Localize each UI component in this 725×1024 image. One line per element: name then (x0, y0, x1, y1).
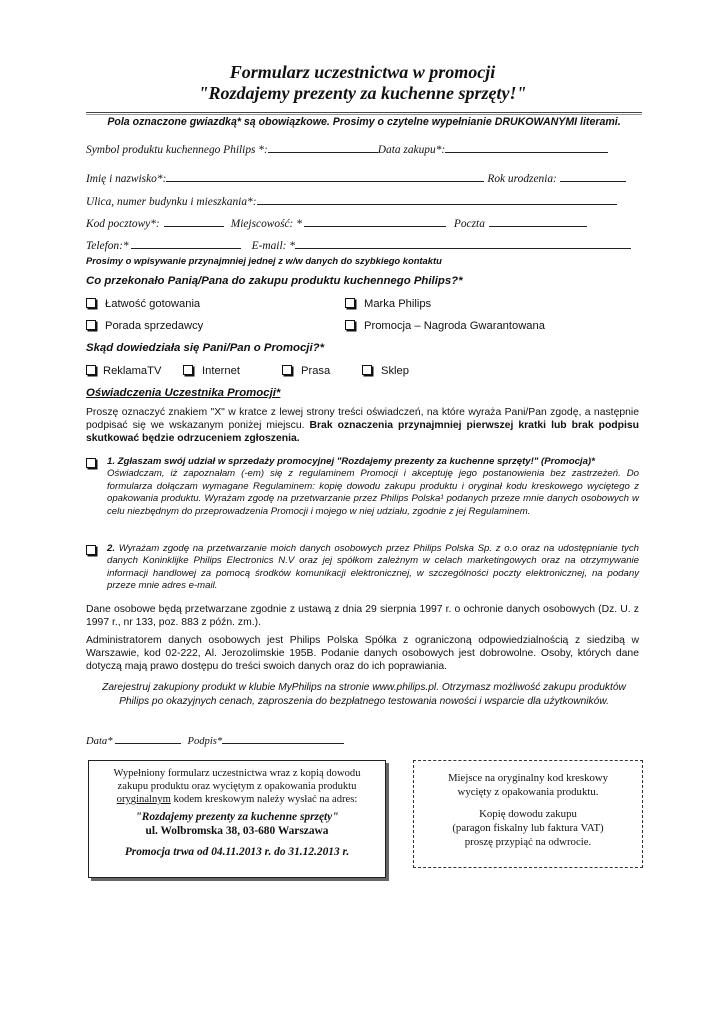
purchase-date-label: Data zakupu*: (377, 144, 446, 156)
question-promo-source: Skąd dowiedziała się Pani/Pan o Promocji?* (86, 342, 325, 354)
divider (86, 114, 642, 115)
declarations-warning: Brak oznaczenia przynajmniej pierwszej kratki lub brak podpisu skutkować będzie odrzuceniem zgłoszenia. (86, 420, 640, 444)
option-press[interactable]: Prasa (282, 365, 330, 377)
email-field[interactable] (295, 239, 631, 249)
phone-label: Telefon:* (86, 240, 129, 252)
option-philips-brand[interactable]: Marka Philips (345, 298, 431, 310)
post-field[interactable] (489, 217, 587, 227)
declaration-1-title: 1. Zgłaszam swój udział w sprzedaży promocyjnej "Rozdajemy prezenty za kuchenne sprzęty!" (Promocja)* (107, 456, 595, 467)
option-easy-cooking[interactable]: Łatwość gotowania (86, 298, 200, 310)
barcode-placeholder-box: Miejsce na oryginalny kod kreskowy wycięty z opakowania produktu. Kopię dowodu zakupu (paragon fiskalny lub faktura VAT) proszę przypiąć na odwrocie. (413, 760, 643, 868)
checkbox-icon[interactable] (345, 298, 355, 308)
signature-row (86, 734, 344, 747)
product-symbol-field[interactable] (268, 143, 378, 153)
name-field[interactable] (166, 172, 484, 182)
declarations-heading: Oświadczenia Uczestnika Promocji* (86, 387, 281, 399)
name-label: Imię i nazwisko*: (86, 173, 167, 185)
contact-note: Prosimy o wpisywanie przynajmniej jednej z w/w danych do szybkiego kontaktu (86, 255, 442, 266)
declaration-2-text: Wyrażam zgodę na przetwarzanie moich danych osobowych przez Philips Polska Sp. z o.o oraz na udostępnianie tych danych Koninklijke Philips Electronics N.V oraz jej spółkom zależnym w celach marketingowych oraz na otrzymywanie informacji handlowej za pomocą środków komunikacji elektronicznej, w szczególności poczty elektronicznej, na podany przeze mnie adres e-mail. (107, 543, 639, 592)
promo-dates: Promocja trwa od 04.11.2013 r. do 31.12.2013 r. (124, 846, 350, 858)
option-promo-reward[interactable]: Promocja – Nagroda Gwarantowana (345, 320, 545, 332)
field-row-postal (86, 217, 642, 230)
post-label: Poczta (453, 218, 485, 230)
option-internet[interactable]: Internet (183, 365, 240, 377)
checkbox-icon[interactable] (362, 365, 372, 375)
date-field[interactable] (115, 734, 181, 744)
checkbox-icon[interactable] (345, 320, 355, 330)
question-purchase-reason: Co przekonało Panią/Pana do zakupu produktu kuchennego Philips?* (86, 275, 463, 287)
checkbox-icon[interactable] (282, 365, 292, 375)
checkbox-icon[interactable] (86, 298, 96, 308)
mailing-address-street: ul. Wolbromska 38, 03-680 Warszawa (145, 825, 329, 837)
option-tv-ad[interactable]: ReklamaTV (86, 365, 161, 377)
purchase-date-field[interactable] (445, 143, 608, 153)
mailing-instructions-box: Wypełniony formularz uczestnictwa wraz z kopią dowodu zakupu produktu oraz wyciętym z opakowania produktu oryginalnym kodem kreskowym należy wysłać na adres: "Rozdajemy prezenty za kuchenne sprzęty" ul. Wolbromska 38, 03-680 Warszawa Promocja trwa od 04.11.2013 r. do 31.12.2013 r. (88, 760, 386, 878)
street-label: Ulica, numer budynku i mieszkania*: (86, 196, 257, 208)
legal-administrator: Administratorem danych osobowych jest Philips Polska Spółka z ograniczoną odpowiedzialnością z siedzibą w Warszawie, kod 02-222, Al. Jerozolimskie 195B. Podanie danych osobowych jest dobrowolne. Osoby, których dane dotyczą mają prawo dostępu do treści swoich danych oraz do ich poprawiania. (86, 635, 639, 672)
city-field[interactable] (304, 217, 446, 227)
option-seller-advice[interactable]: Porada sprzedawcy (86, 320, 203, 332)
birth-year-field[interactable] (560, 172, 626, 182)
email-label: E-mail: * (251, 240, 295, 252)
postal-code-field[interactable] (164, 217, 224, 227)
option-shop[interactable]: Sklep (362, 365, 409, 377)
declaration-2 (86, 543, 639, 593)
city-label: Miejscowość: * (230, 218, 302, 230)
declaration-1-text: Oświadczam, iż zapoznałam (-em) się z regulaminem Promocji i akceptuję jego postanowienia bez zastrzeżeń. Do formularza dołączam wymagane Regulaminem: kopię dowodu zakupu produktu i oryginał kodu kreskowego wyciętego z opakowania produktu. Wyrażam zgodę na przetwarzanie przez Philips Polska¹ podanych przeze mnie danych osobowych w celu niezbędnym do przeprowadzenia Promocji i mojego w niej udziału, zgodnie z jej Regulaminem. (107, 468, 639, 517)
signature-label: Podpis* (187, 736, 223, 747)
checkbox-icon[interactable] (183, 365, 193, 375)
field-row-street (86, 195, 642, 208)
signature-field[interactable] (222, 734, 344, 744)
declaration-1 (86, 456, 639, 518)
field-row-name (86, 172, 642, 185)
street-field[interactable] (257, 195, 617, 205)
date-label: Data* (86, 736, 113, 747)
postal-code-label: Kod pocztowy*: (86, 218, 160, 230)
required-note: Pola oznaczone gwiazdką* są obowiązkowe. Prosimy o czytelne wypełnianie DRUKOWANYMI literami. (107, 116, 621, 128)
mailing-address-name: "Rozdajemy prezenty za kuchenne sprzęty" (135, 811, 339, 823)
legal-data-act: Dane osobowe będą przetwarzane zgodnie z ustawą z dnia 29 sierpnia 1997 r. o ochronie danych osobowych (Dz. U. z 1997 r., nr 133, poz. 883 z późn. zm.). (86, 604, 639, 628)
field-row-product (86, 143, 642, 156)
phone-field[interactable] (131, 239, 241, 249)
field-row-contact (86, 239, 642, 252)
promo-title: "Rozdajemy prezenty za kuchenne sprzęty!" (198, 83, 527, 103)
declaration-2-checkbox[interactable] (86, 545, 96, 555)
divider (86, 112, 642, 113)
checkbox-icon[interactable] (86, 320, 96, 330)
checkbox-icon[interactable] (86, 365, 96, 375)
declaration-1-checkbox[interactable] (86, 458, 96, 468)
birth-year-label: Rok urodzenia: (487, 173, 557, 185)
declaration-2-number: 2. (107, 543, 116, 554)
form-title: Formularz uczestnictwa w promocji (229, 62, 496, 82)
product-symbol-label: Symbol produktu kuchennego Philips *: (86, 144, 268, 156)
declarations-intro: Proszę oznaczyć znakiem "X" w kratce z lewej strony treści oświadczeń, na które wyraża Pani/Pan zgodę, a następnie podpisać się we wskazanym poniżej miejscu. Brak oznaczenia przynajmniej pierwszej kratki lub brak podpisu skutkować będzie odrzuceniem zgłoszenia. (86, 407, 640, 444)
myphilips-register-note: Zarejestruj zakupiony produkt w klubie MyPhilips na stronie www.philips.pl. Otrzymasz możliwość zakupu produktów Philips po okazyjnych cenach, zaproszenia do bezpłatnego testowania nowości i wsparcie dla użytkowników. (102, 682, 626, 707)
